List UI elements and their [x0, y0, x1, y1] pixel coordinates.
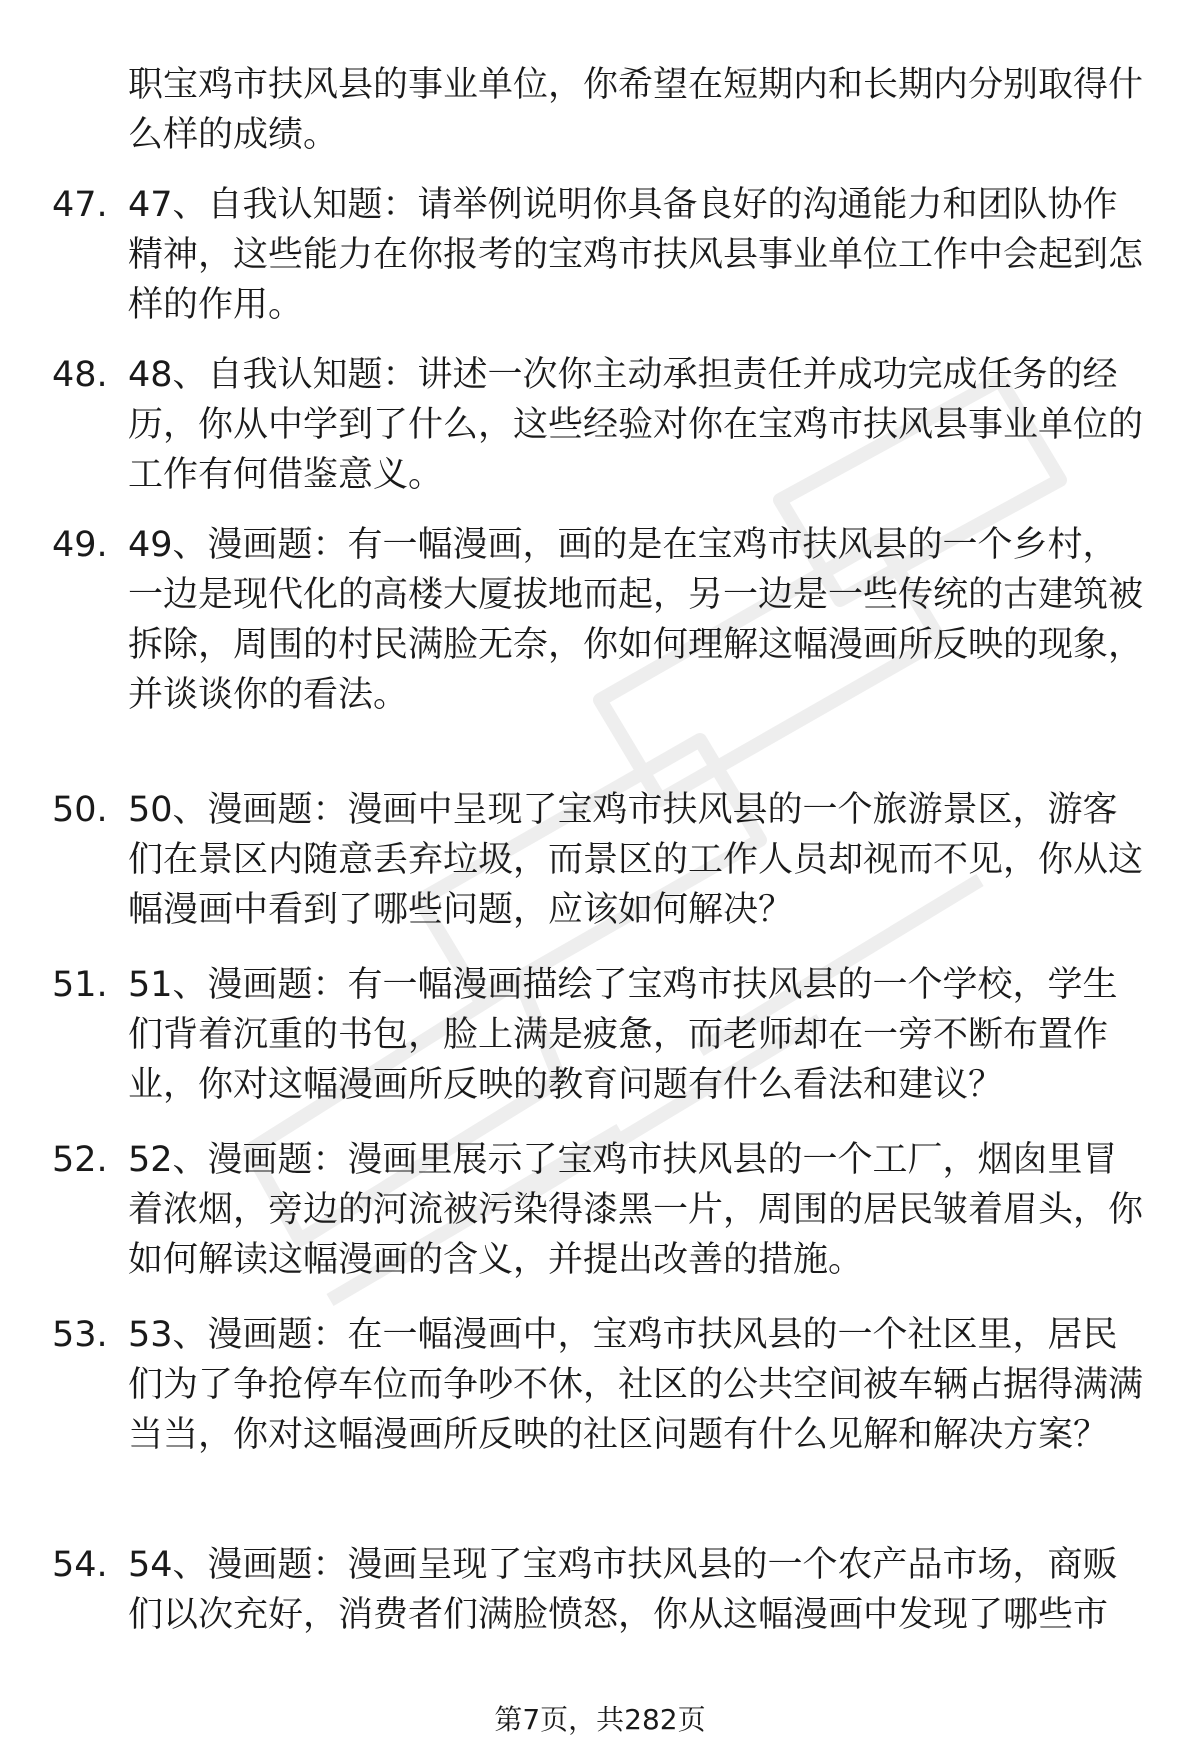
list-item-text: 52、漫画题：漫画里展示了宝鸡市扶风县的一个工厂，烟囱里冒着浓烟，旁边的河流被污染得漆黑一片，周围的居民皱着眉头，你如何解读这幅漫画的含义，并提出改善的措施。 [128, 1140, 1144, 1280]
list-item-number: 47. [52, 185, 108, 225]
list-item-number: 53. [52, 1315, 108, 1355]
list-item-text: 51、漫画题：有一幅漫画描绘了宝鸡市扶风县的一个学校，学生们背着沉重的书包，脸上满是疲惫，而老师却在一旁不断布置作业，你对这幅漫画所反映的教育问题有什么看法和建议？ [128, 965, 1118, 1105]
list-item-number: 54. [52, 1545, 108, 1585]
page-footer: 第7页，共282页 [494, 1703, 706, 1736]
list-item-number: 48. [52, 355, 108, 395]
list-item-number: 52. [52, 1140, 108, 1180]
list-item-text: 53、漫画题：在一幅漫画中，宝鸡市扶风县的一个社区里，居民们为了争抢停车位而争吵不休，社区的公共空间被车辆占据得满满当当，你对这幅漫画所反映的社区问题有什么见解和解决方案？ [128, 1315, 1144, 1455]
list-item-text: 48、自我认知题：讲述一次你主动承担责任并成功完成任务的经历，你从中学到了什么，这些经验对你在宝鸡市扶风县事业单位的工作有何借鉴意义。 [128, 355, 1144, 495]
list-item-number: 51. [52, 965, 108, 1005]
list-item-number: 49. [52, 525, 108, 565]
continuation-paragraph: 职宝鸡市扶风县的事业单位，你希望在短期内和长期内分别取得什么样的成绩。 [128, 65, 1144, 155]
list-item-text: 54、漫画题：漫画呈现了宝鸡市扶风县的一个农产品市场，商贩们以次充好，消费者们满脸愤怒，你从这幅漫画中发现了哪些市 [128, 1545, 1118, 1635]
list-item-number: 50. [52, 790, 108, 830]
list-item-text: 49、漫画题：有一幅漫画，画的是在宝鸡市扶风县的一个乡村，一边是现代化的高楼大厦拔地而起，另一边是一些传统的古建筑被拆除，周围的村民满脸无奈，你如何理解这幅漫画所反映的现象，并谈谈你的看法。 [128, 525, 1144, 715]
list-item-text: 50、漫画题：漫画中呈现了宝鸡市扶风县的一个旅游景区，游客们在景区内随意丢弃垃圾，而景区的工作人员却视而不见，你从这幅漫画中看到了哪些问题，应该如何解决？ [128, 790, 1144, 930]
list-item-text: 47、自我认知题：请举例说明你具备良好的沟通能力和团队协作精神，这些能力在你报考的宝鸡市扶风县事业单位工作中会起到怎样的作用。 [128, 185, 1144, 325]
